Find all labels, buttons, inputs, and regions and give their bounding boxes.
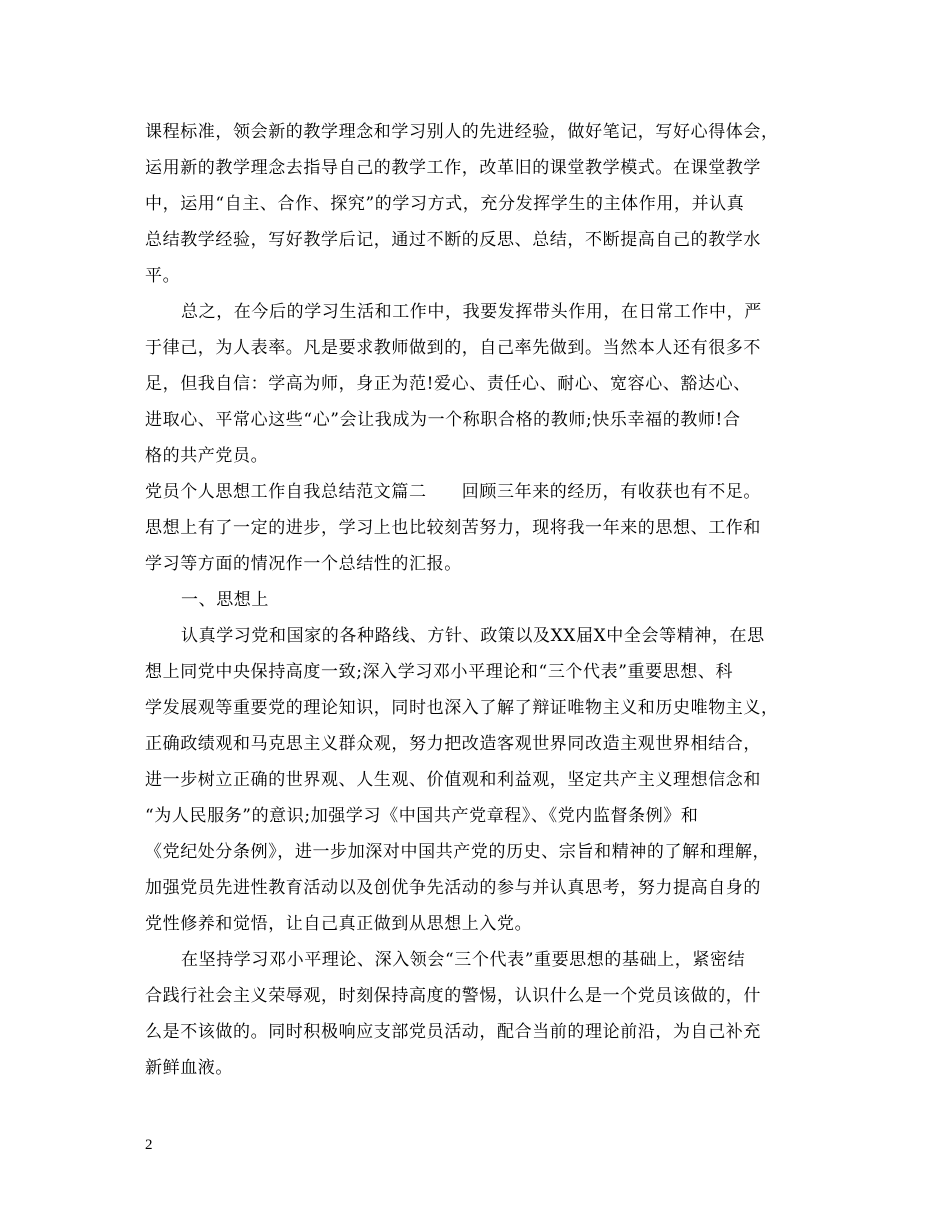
text-line: 中，运用“自主、合作、探究”的学习方式，充分发挥学生的主体作用，并认真 <box>145 194 745 214</box>
text-line: 于律己，为人表率。凡是要求教师做到的，自己率先做到。当然本人还有很多不 <box>145 338 761 358</box>
text-line: 合践行社会主义荣辱观，时刻保持高度的警惕，认识什么是一个党员该做的，什 <box>145 986 761 1006</box>
text-line: 在坚持学习邓小平理论、深入领会“三个代表”重要思想的基础上，紧密结 <box>181 950 746 970</box>
body-text <box>145 114 810 1086</box>
text-line: 党性修养和觉悟，让自己真正做到从思想上入党。 <box>145 914 533 934</box>
text-line: 课程标准，领会新的教学理念和学习别人的先进经验，做好笔记，写好心得体会， <box>145 122 779 142</box>
text-line: 运用新的教学理念去指导自己的教学工作，改革旧的课堂教学模式。在课堂教学 <box>145 158 761 178</box>
text-line: 正确政绩观和马克思主义群众观，努力把改造客观世界同改造主观世界相结合， <box>145 734 761 754</box>
text-line: 加强党员先进性教育活动以及创优争先活动的参与并认真思考，努力提高自身的 <box>145 878 761 898</box>
text-line: 足，但我自信：学高为师，身正为范!爱心、责任心、耐心、宽容心、豁达心、 <box>145 374 751 394</box>
text-line: 学习等方面的情况作一个总结性的汇报。 <box>145 554 462 574</box>
text-line: “为人民服务”的意识;加强学习《中国共产党章程》、《党内监督条例》和 <box>145 806 699 826</box>
text-line: 想上同党中央保持高度一致;深入学习邓小平理论和“三个代表”重要思想、科 <box>145 662 734 682</box>
text-line: 新鲜血液。 <box>145 1058 233 1078</box>
text-line: 《党纪处分条例》，进一步加深对中国共产党的历史、宗旨和精神的了解和理解， <box>145 842 771 862</box>
text-line: 进一步树立正确的世界观、人生观、价值观和利益观，坚定共产主义理想信念和 <box>145 770 761 790</box>
text-line: 格的共产党员。 <box>145 446 269 466</box>
text-line: 总之，在今后的学习生活和工作中，我要发挥带头作用，在日常工作中，严 <box>181 302 762 322</box>
text-line: 总结教学经验，写好教学后记，通过不断的反思、总结，不断提高自己的教学水 <box>145 230 761 250</box>
text-line: 平。 <box>145 266 181 286</box>
page-number: 2 <box>145 1137 153 1153</box>
text-line: 认真学习党和国家的各种路线、方针、政策以及XX届X中全会等精神，在思 <box>181 626 765 646</box>
text-line: 进取心、平常心这些“心”会让我成为一个称职合格的教师;快乐幸福的教师!合 <box>145 410 741 430</box>
text-line: 么是不该做的。同时积极响应支部党员活动，配合当前的理论前沿，为自己补充 <box>145 1022 761 1042</box>
section-heading-line: 党员个人思想工作自我总结范文篇二 回顾三年来的经历，有收获也有不足。 <box>145 482 761 502</box>
text-line: 思想上有了一定的进步，学习上也比较刻苦努力，现将我一年来的思想、工作和 <box>145 518 761 538</box>
subheading-line: 一、思想上 <box>181 590 269 610</box>
text-line: 学发展观等重要党的理论知识，同时也深入了解了辩证唯物主义和历史唯物主义， <box>145 698 779 718</box>
